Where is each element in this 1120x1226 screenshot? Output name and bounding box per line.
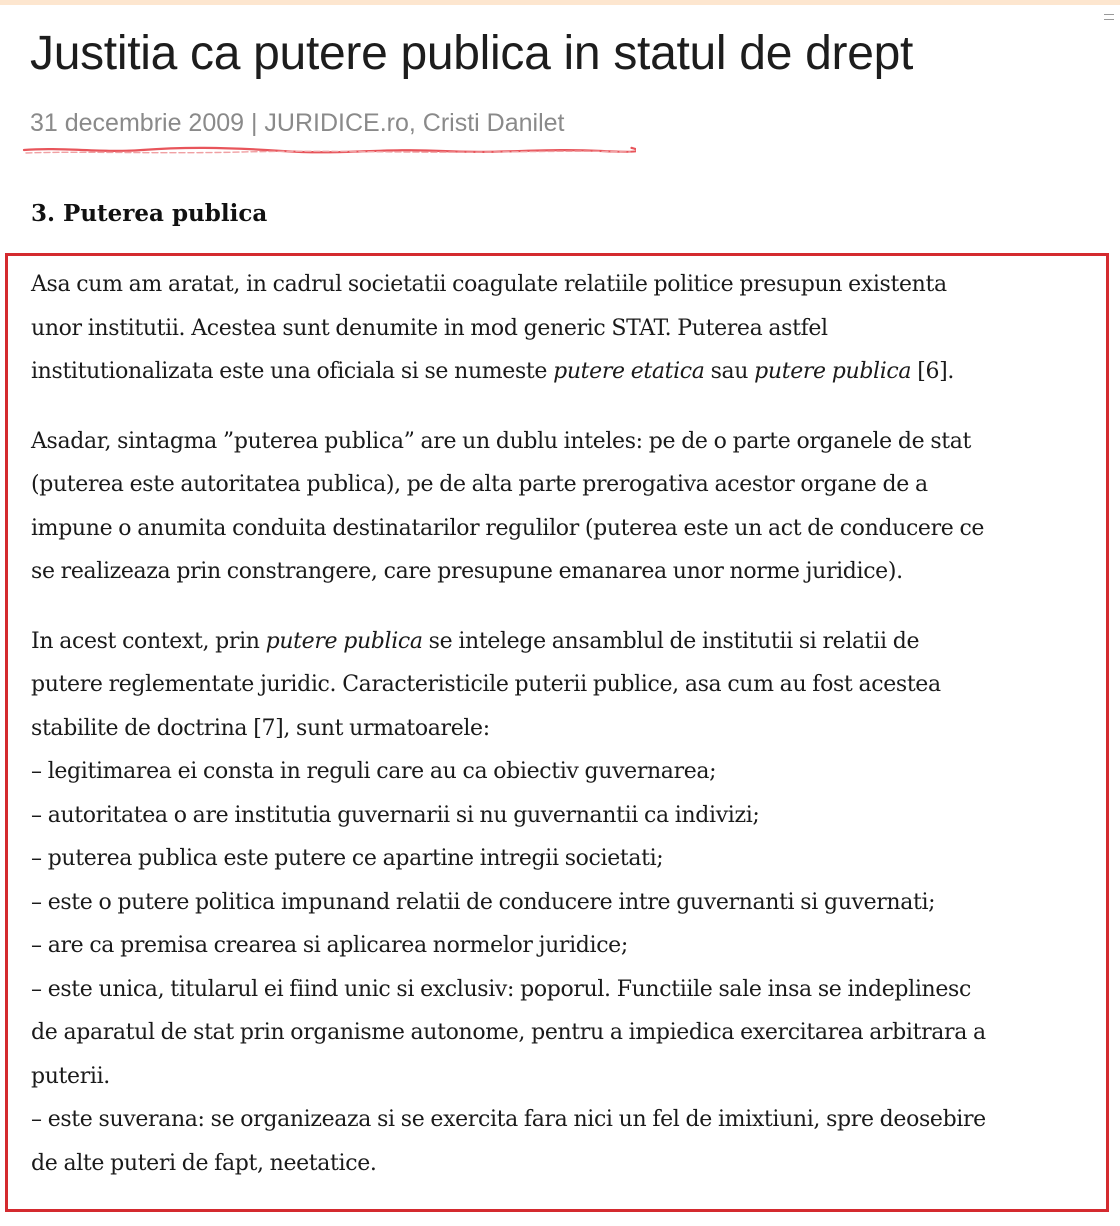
text-line-content: [6].: [911, 359, 954, 384]
emphasis-term: putere publica: [754, 359, 912, 384]
text-line: [31, 672, 941, 697]
paragraph-3: [31, 620, 1091, 1186]
list-item: – este o putere politica impunand relatii de conducere intre guvernanti si guvernati;: [31, 889, 936, 915]
text-line: [31, 629, 919, 654]
list-item-continuation: puterii.: [31, 1063, 110, 1089]
list-item-continuation: de alte puteri de fapt, neetatice.: [31, 1150, 377, 1176]
text-line-content: impune o anumita conduita destinatarilor regulilor (puterea este un act de conducere ce: [31, 515, 985, 541]
list-item: – are ca premisa crearea si aplicarea normelor juridice;: [31, 933, 628, 958]
text-line-content: Asa cum am aratat, in cadrul societatii coagulate relatiile politice presupun existenta: [31, 272, 947, 297]
section-heading: 3. Puterea publica: [31, 200, 268, 227]
list-item: – este unica, titularul ei fiind unic si exclusiv: poporul. Functiile sale insa se indeplinesc: [31, 976, 971, 1002]
text-line: [31, 316, 828, 341]
scrollbar-grip-icon[interactable]: [1104, 14, 1114, 20]
text-line: [31, 559, 903, 584]
text-line-content: In acest context, prin: [31, 628, 266, 654]
list-item: – legitimarea ei consta in reguli care au ca obiectiv guvernarea;: [31, 759, 717, 784]
top-accent-strip: [0, 0, 1120, 5]
list-item: – autoritatea o are institutia guvernarii si nu guvernantii ca indivizi;: [31, 802, 760, 828]
text-line-content: institutionalizata este una oficiala si se numeste: [31, 359, 554, 384]
text-line: [31, 359, 954, 384]
text-line: [31, 716, 490, 741]
paragraph-2: [31, 420, 1091, 594]
article-body: [31, 263, 1091, 1211]
meta-highlight-underline: [22, 143, 636, 157]
text-line-content: Asadar, sintagma ”puterea publica” are un dublu inteles: pe de o parte organele de stat: [31, 428, 972, 454]
emphasis-term: putere etatica: [553, 359, 705, 384]
article-meta: 31 decembrie 2009 | JURIDICE.ro, Cristi Danilet: [30, 109, 565, 137]
text-line-content: unor institutii. Acestea sunt denumite in mod generic STAT. Puterea astfel: [31, 315, 828, 341]
text-line-content: stabilite de doctrina [7], sunt urmatoarele:: [31, 715, 490, 741]
list-item-continuation: de aparatul de stat prin organisme autonome, pentru a impiedica exercitarea arbitrara a: [31, 1020, 986, 1045]
text-line-content: putere reglementate juridic. Caracteristicile puterii publice, asa cum au fost acestea: [31, 672, 941, 697]
emphasis-term: putere publica: [265, 628, 423, 654]
text-line-content: (puterea este autoritatea publica), pe de alta parte prerogativa acestor organe de a: [31, 472, 928, 497]
text-line: [31, 429, 971, 454]
text-line: [31, 272, 947, 297]
text-line: [31, 516, 984, 541]
text-line: [31, 472, 928, 497]
list-item: – puterea publica este putere ce apartine intregii societati;: [31, 846, 664, 871]
text-line-content: sau: [704, 359, 755, 384]
text-line-content: se realizeaza prin constrangere, care presupune emanarea unor norme juridice).: [31, 559, 903, 584]
paragraph-1: [31, 263, 1091, 394]
list-item: – este suverana: se organizeaza si se exercita fara nici un fel de imixtiuni, spre deosebire: [31, 1107, 986, 1132]
article-title: Justitia ca putere publica in statul de drept: [30, 27, 914, 80]
text-line-content: se intelege ansamblul de institutii si relatii de: [422, 628, 920, 654]
